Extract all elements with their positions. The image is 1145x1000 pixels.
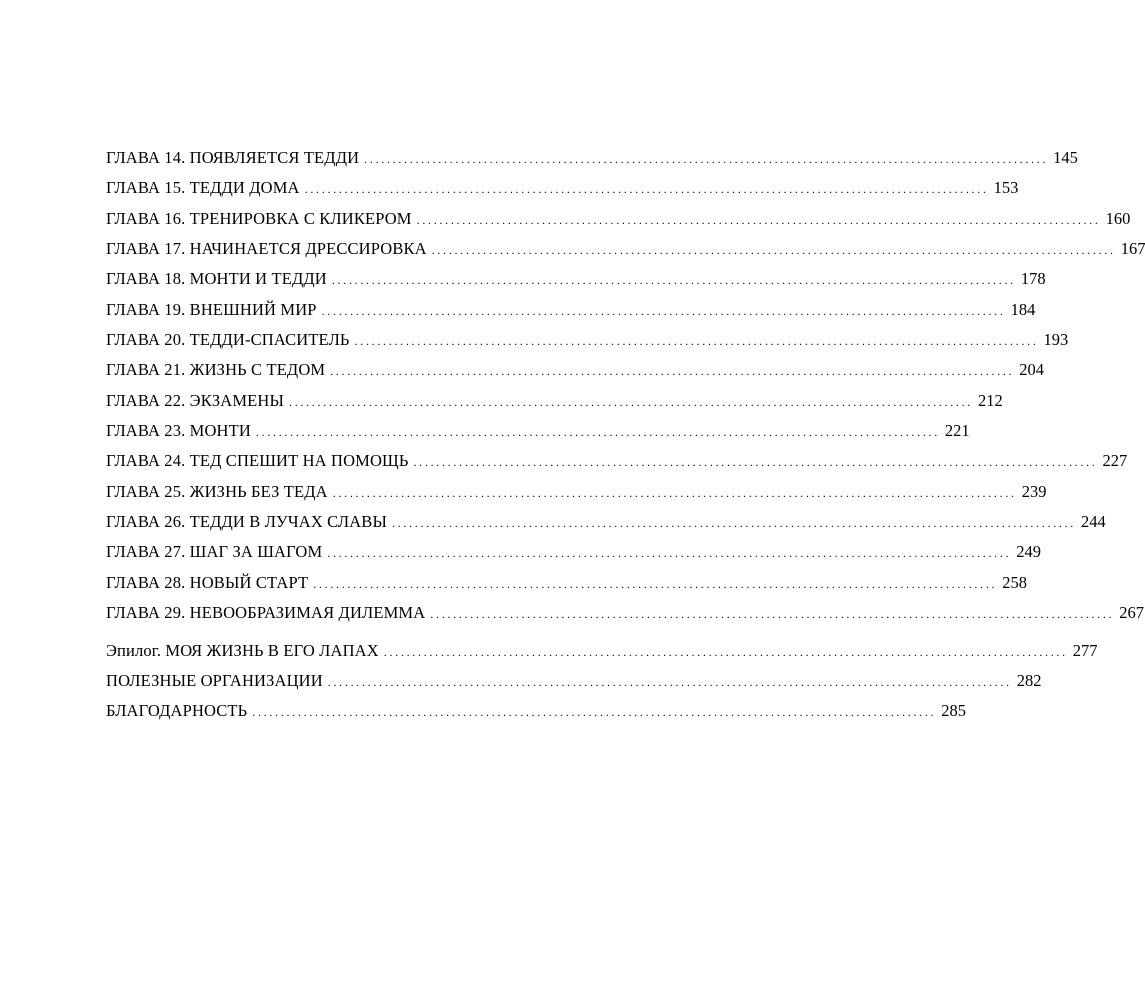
toc-page-number: 184: [1010, 299, 1036, 319]
toc-page-number: 258: [1002, 572, 1027, 592]
toc-chapter-row: [106, 416, 970, 446]
dot-leader: ........................................................................................................................: [255, 425, 940, 440]
toc-page-number: 277: [1072, 640, 1098, 660]
toc-entry-title: ГЛАВА 29. НЕВООБРАЗИМАЯ ДИЛЕММА: [106, 603, 426, 623]
toc-entry-title: ГЛАВА 15. ТЕДДИ ДОМА: [106, 178, 300, 198]
toc-chapter-row: [106, 325, 1069, 355]
toc-chapter-row: [106, 355, 1044, 385]
toc-entry-title: ПОЛЕЗНЫЕ ОРГАНИЗАЦИИ: [106, 670, 323, 690]
toc-page-number: 227: [1102, 451, 1128, 471]
toc-back-matter-row: [106, 696, 967, 726]
toc-chapter-row: [106, 386, 1003, 416]
toc-chapter-row: [106, 598, 1145, 628]
dot-leader: ........................................................................................................................: [321, 303, 1006, 318]
dot-leader: ........................................................................................................................: [383, 644, 1068, 659]
dot-leader: ........................................................................................................................: [392, 516, 1076, 531]
toc-entry-title: ГЛАВА 27. ШАГ ЗА ШАГОМ: [106, 542, 323, 562]
toc-entry-title: ГЛАВА 18. МОНТИ И ТЕДДИ: [106, 269, 327, 289]
toc-entry-title: ГЛАВА 14. ПОЯВЛЯЕТСЯ ТЕДДИ: [106, 148, 360, 167]
dot-leader: ........................................................................................................................: [252, 705, 937, 720]
dot-leader: ........................................................................................................................: [304, 182, 989, 197]
dot-leader: ........................................................................................................................: [330, 364, 1015, 379]
toc-page-number: 160: [1105, 208, 1131, 228]
toc-chapter-row: [106, 234, 1145, 264]
toc-entry-title: ГЛАВА 28. НОВЫЙ СТАРТ: [106, 572, 309, 592]
toc-entry-title: ГЛАВА 17. НАЧИНАЕТСЯ ДРЕССИРОВКА: [106, 239, 427, 259]
toc-entry-title: ГЛАВА 23. МОНТИ: [106, 421, 251, 441]
dot-leader: ........................................................................................................................: [354, 334, 1039, 349]
toc-chapter-row: [106, 204, 1131, 234]
toc-entry-title: ГЛАВА 24. ТЕД СПЕШИТ НА ПОМОЩЬ: [106, 451, 409, 471]
toc-entry-title: ГЛАВА 19. ВНЕШНИЙ МИР: [106, 299, 317, 319]
toc-page-number: 267: [1119, 603, 1145, 623]
toc-page-number: 282: [1016, 670, 1042, 690]
toc-page-number: 193: [1043, 330, 1069, 350]
toc-page-number: 167: [1120, 239, 1145, 259]
toc-page-number: 221: [944, 421, 970, 441]
dot-leader: ........................................................................................................................: [313, 576, 998, 591]
toc-entry-title: ГЛАВА 20. ТЕДДИ-СПАСИТЕЛЬ: [106, 330, 350, 350]
toc-page-number: 244: [1081, 512, 1106, 532]
toc-back-matter-row: [106, 636, 1098, 666]
toc-entry-title: ГЛАВА 21. ЖИЗНЬ С ТЕДОМ: [106, 360, 326, 380]
toc-page-number: 249: [1016, 542, 1042, 562]
toc-entry-title: ГЛАВА 25. ЖИЗНЬ БЕЗ ТЕДА: [106, 481, 328, 501]
toc-page-number: 285: [941, 701, 967, 721]
toc-entry-title: ГЛАВА 16. ТРЕНИРОВКА С КЛИКЕРОМ: [106, 208, 412, 228]
toc-page-number: 204: [1019, 360, 1044, 380]
dot-leader: ........................................................................................................................: [431, 243, 1116, 258]
dot-leader: ........................................................................................................................: [331, 273, 1016, 288]
dot-leader: ........................................................................................................................: [289, 394, 973, 409]
toc-chapter-row: [106, 446, 1128, 476]
toc-chapter-row: [106, 264, 1046, 294]
toc-chapter-row: [106, 568, 1027, 598]
toc-back-matter-row: [106, 666, 1042, 696]
dot-leader: ........................................................................................................................: [416, 212, 1101, 227]
toc-page-number: 153: [993, 178, 1019, 198]
toc-chapter-row: [106, 143, 1078, 173]
toc-entry-title: БЛАГОДАРНОСТЬ: [106, 701, 248, 721]
toc-entry-title: Эпилог. МОЯ ЖИЗНЬ В ЕГО ЛАПАХ: [106, 640, 379, 660]
table-of-contents: [106, 143, 1145, 727]
toc-entry-title: ГЛАВА 26. ТЕДДИ В ЛУЧАХ СЛАВЫ: [106, 512, 387, 532]
dot-leader: ........................................................................................................................: [413, 455, 1098, 470]
toc-page-number: 212: [978, 390, 1003, 410]
dot-leader: ........................................................................................................................: [332, 485, 1017, 500]
toc-entry-title: ГЛАВА 22. ЭКЗАМЕНЫ: [106, 390, 284, 410]
dot-leader: ........................................................................................................................: [327, 674, 1012, 689]
toc-chapter-row: [106, 295, 1036, 325]
toc-page-number: 239: [1021, 481, 1047, 501]
dot-leader: ........................................................................................................................: [364, 152, 1049, 166]
toc-page-number: 178: [1020, 269, 1046, 289]
toc-chapter-row: [106, 537, 1042, 567]
toc-chapter-row: [106, 507, 1106, 537]
dot-leader: ........................................................................................................................: [430, 607, 1115, 622]
toc-chapter-row: [106, 477, 1047, 507]
dot-leader: ........................................................................................................................: [327, 546, 1012, 561]
toc-page-number: 145: [1053, 148, 1078, 167]
toc-chapter-row: [106, 173, 1019, 203]
